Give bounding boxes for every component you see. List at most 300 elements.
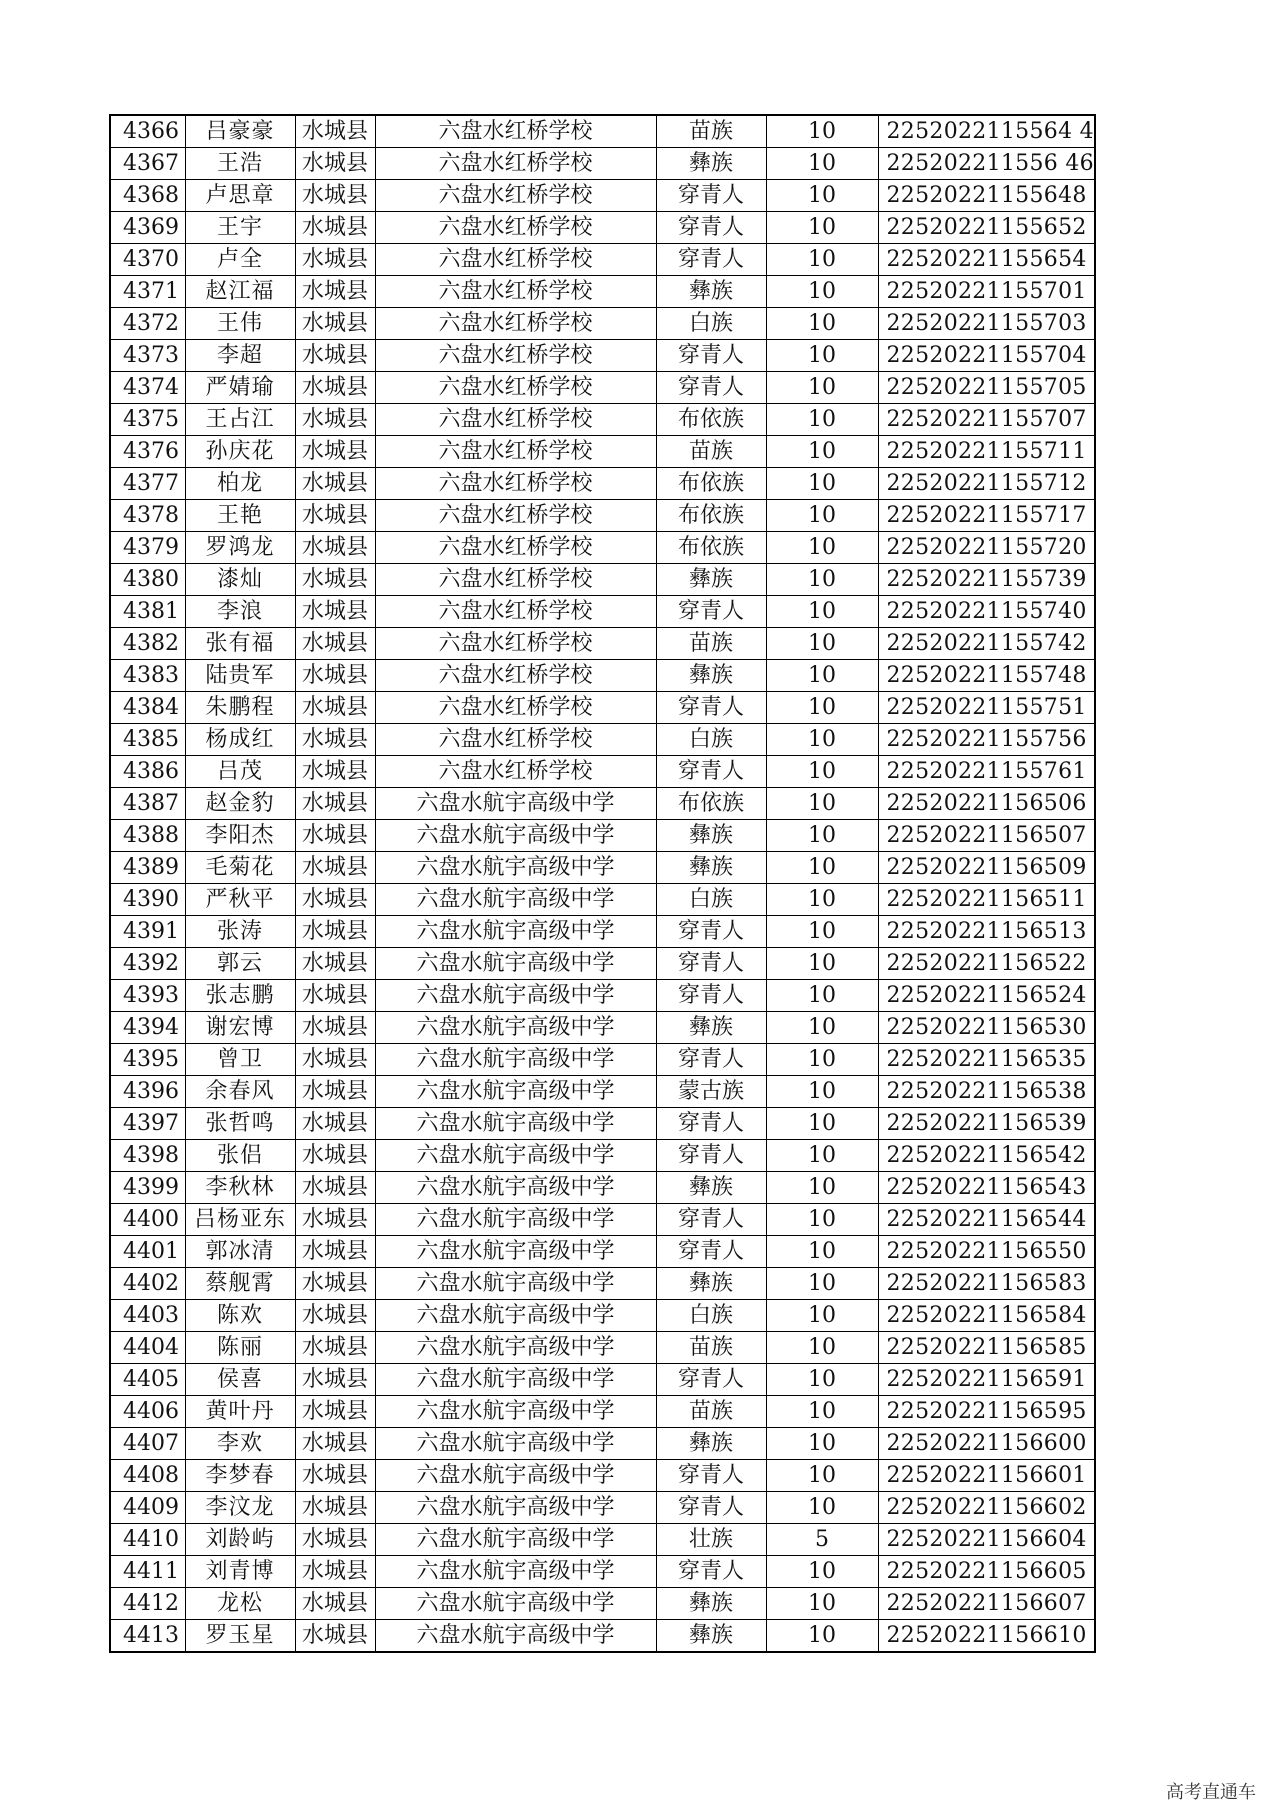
cell-ethnicity: 穿青人 — [656, 596, 766, 628]
cell-seq: 4377 — [110, 468, 185, 500]
cell-ethnicity: 苗族 — [656, 436, 766, 468]
cell-seq: 4372 — [110, 308, 185, 340]
cell-ethnicity: 彝族 — [656, 1268, 766, 1300]
cell-county: 水城县 — [295, 276, 375, 308]
cell-ethnicity: 穿青人 — [656, 244, 766, 276]
cell-id: 22520221155740 — [878, 596, 1095, 628]
cell-name: 陈丽 — [185, 1332, 295, 1364]
cell-id: 2252022115564 4 — [878, 115, 1095, 148]
cell-id: 22520221155717 — [878, 500, 1095, 532]
cell-points: 10 — [766, 1556, 878, 1588]
cell-school: 六盘水航宇高级中学 — [375, 1140, 656, 1172]
cell-id: 22520221156600 — [878, 1428, 1095, 1460]
cell-name: 张侣 — [185, 1140, 295, 1172]
table-row — [110, 628, 1095, 660]
cell-name: 刘龄屿 — [185, 1524, 295, 1556]
cell-points: 10 — [766, 1044, 878, 1076]
cell-name: 李阳杰 — [185, 820, 295, 852]
cell-county: 水城县 — [295, 1076, 375, 1108]
cell-points: 10 — [766, 1428, 878, 1460]
cell-ethnicity: 彝族 — [656, 1428, 766, 1460]
cell-name: 吕豪豪 — [185, 115, 295, 148]
cell-county: 水城县 — [295, 660, 375, 692]
cell-points: 10 — [766, 916, 878, 948]
cell-county: 水城县 — [295, 980, 375, 1012]
cell-id: 22520221155748 — [878, 660, 1095, 692]
table-row — [110, 788, 1095, 820]
cell-school: 六盘水航宇高级中学 — [375, 948, 656, 980]
cell-name: 李超 — [185, 340, 295, 372]
cell-seq: 4381 — [110, 596, 185, 628]
cell-ethnicity: 彝族 — [656, 276, 766, 308]
cell-name: 王占江 — [185, 404, 295, 436]
cell-ethnicity: 穿青人 — [656, 1140, 766, 1172]
cell-school: 六盘水红桥学校 — [375, 468, 656, 500]
cell-points: 10 — [766, 1588, 878, 1620]
cell-id: 22520221156607 — [878, 1588, 1095, 1620]
cell-county: 水城县 — [295, 180, 375, 212]
cell-ethnicity: 穿青人 — [656, 1492, 766, 1524]
table-row — [110, 756, 1095, 788]
cell-seq: 4400 — [110, 1204, 185, 1236]
cell-seq: 4396 — [110, 1076, 185, 1108]
table-row — [110, 692, 1095, 724]
cell-name: 张哲鸣 — [185, 1108, 295, 1140]
cell-school: 六盘水航宇高级中学 — [375, 1492, 656, 1524]
cell-id: 22520221155751 — [878, 692, 1095, 724]
cell-county: 水城县 — [295, 724, 375, 756]
cell-points: 10 — [766, 724, 878, 756]
cell-ethnicity: 白族 — [656, 884, 766, 916]
cell-id: 22520221155652 — [878, 212, 1095, 244]
cell-ethnicity: 壮族 — [656, 1524, 766, 1556]
cell-school: 六盘水航宇高级中学 — [375, 1268, 656, 1300]
cell-seq: 4382 — [110, 628, 185, 660]
table-row — [110, 948, 1095, 980]
cell-county: 水城县 — [295, 1364, 375, 1396]
cell-ethnicity: 穿青人 — [656, 372, 766, 404]
cell-ethnicity: 穿青人 — [656, 1556, 766, 1588]
cell-school: 六盘水航宇高级中学 — [375, 1364, 656, 1396]
table-row — [110, 1236, 1095, 1268]
cell-county: 水城县 — [295, 884, 375, 916]
cell-name: 王浩 — [185, 148, 295, 180]
cell-county: 水城县 — [295, 1172, 375, 1204]
cell-name: 张有福 — [185, 628, 295, 660]
table-row — [110, 1300, 1095, 1332]
cell-county: 水城县 — [295, 1300, 375, 1332]
table-row — [110, 1076, 1095, 1108]
cell-id: 22520221156605 — [878, 1556, 1095, 1588]
cell-name: 张志鹏 — [185, 980, 295, 1012]
cell-name: 余春风 — [185, 1076, 295, 1108]
cell-school: 六盘水红桥学校 — [375, 148, 656, 180]
table-row — [110, 596, 1095, 628]
cell-county: 水城县 — [295, 532, 375, 564]
cell-school: 六盘水航宇高级中学 — [375, 1396, 656, 1428]
cell-school: 六盘水航宇高级中学 — [375, 1428, 656, 1460]
cell-school: 六盘水红桥学校 — [375, 660, 656, 692]
cell-points: 10 — [766, 820, 878, 852]
cell-seq: 4368 — [110, 180, 185, 212]
cell-ethnicity: 穿青人 — [656, 756, 766, 788]
cell-school: 六盘水航宇高级中学 — [375, 1076, 656, 1108]
cell-name: 郭冰清 — [185, 1236, 295, 1268]
cell-points: 10 — [766, 1140, 878, 1172]
cell-name: 严秋平 — [185, 884, 295, 916]
cell-name: 王艳 — [185, 500, 295, 532]
cell-id: 22520221156535 — [878, 1044, 1095, 1076]
cell-points: 10 — [766, 532, 878, 564]
cell-school: 六盘水红桥学校 — [375, 276, 656, 308]
cell-ethnicity: 布依族 — [656, 404, 766, 436]
cell-points: 10 — [766, 500, 878, 532]
cell-seq: 4367 — [110, 148, 185, 180]
cell-county: 水城县 — [295, 436, 375, 468]
cell-points: 10 — [766, 1268, 878, 1300]
table-row — [110, 404, 1095, 436]
cell-school: 六盘水航宇高级中学 — [375, 1524, 656, 1556]
cell-seq: 4390 — [110, 884, 185, 916]
cell-seq: 4397 — [110, 1108, 185, 1140]
cell-school: 六盘水航宇高级中学 — [375, 820, 656, 852]
cell-seq: 4402 — [110, 1268, 185, 1300]
cell-school: 六盘水航宇高级中学 — [375, 1556, 656, 1588]
table-row — [110, 1044, 1095, 1076]
cell-points: 10 — [766, 756, 878, 788]
cell-seq: 4410 — [110, 1524, 185, 1556]
cell-seq: 4405 — [110, 1364, 185, 1396]
cell-name: 赵金豹 — [185, 788, 295, 820]
cell-ethnicity: 白族 — [656, 308, 766, 340]
cell-id: 22520221156544 — [878, 1204, 1095, 1236]
cell-seq: 4386 — [110, 756, 185, 788]
cell-school: 六盘水航宇高级中学 — [375, 1044, 656, 1076]
cell-seq: 4380 — [110, 564, 185, 596]
table-row — [110, 1428, 1095, 1460]
cell-seq: 4375 — [110, 404, 185, 436]
table-row — [110, 916, 1095, 948]
cell-ethnicity: 穿青人 — [656, 980, 766, 1012]
cell-seq: 4401 — [110, 1236, 185, 1268]
cell-points: 10 — [766, 308, 878, 340]
cell-ethnicity: 苗族 — [656, 1332, 766, 1364]
table-row — [110, 1460, 1095, 1492]
table-row — [110, 884, 1095, 916]
cell-id: 22520221155704 — [878, 340, 1095, 372]
cell-points: 10 — [766, 1172, 878, 1204]
cell-ethnicity: 穿青人 — [656, 1204, 766, 1236]
cell-points: 10 — [766, 1396, 878, 1428]
cell-id: 22520221156513 — [878, 916, 1095, 948]
table-row — [110, 340, 1095, 372]
cell-seq: 4369 — [110, 212, 185, 244]
cell-points: 10 — [766, 1012, 878, 1044]
cell-name: 卢全 — [185, 244, 295, 276]
cell-seq: 4379 — [110, 532, 185, 564]
cell-county: 水城县 — [295, 1428, 375, 1460]
cell-county: 水城县 — [295, 1620, 375, 1653]
cell-ethnicity: 白族 — [656, 1300, 766, 1332]
cell-name: 吕杨亚东 — [185, 1204, 295, 1236]
cell-name: 漆灿 — [185, 564, 295, 596]
cell-county: 水城县 — [295, 308, 375, 340]
cell-school: 六盘水航宇高级中学 — [375, 1300, 656, 1332]
score-table — [109, 114, 1096, 1653]
cell-points: 10 — [766, 1364, 878, 1396]
cell-ethnicity: 穿青人 — [656, 1364, 766, 1396]
cell-id: 22520221155720 — [878, 532, 1095, 564]
cell-seq: 4395 — [110, 1044, 185, 1076]
table-row — [110, 372, 1095, 404]
cell-points: 10 — [766, 692, 878, 724]
cell-name: 陆贵军 — [185, 660, 295, 692]
cell-county: 水城县 — [295, 148, 375, 180]
table-row — [110, 564, 1095, 596]
cell-county: 水城县 — [295, 115, 375, 148]
cell-ethnicity: 布依族 — [656, 500, 766, 532]
cell-county: 水城县 — [295, 1492, 375, 1524]
cell-id: 22520221156524 — [878, 980, 1095, 1012]
cell-name: 孙庆花 — [185, 436, 295, 468]
cell-points: 10 — [766, 852, 878, 884]
cell-ethnicity: 彝族 — [656, 564, 766, 596]
cell-ethnicity: 彝族 — [656, 148, 766, 180]
cell-points: 5 — [766, 1524, 878, 1556]
cell-seq: 4391 — [110, 916, 185, 948]
table-row — [110, 180, 1095, 212]
cell-id: 22520221156602 — [878, 1492, 1095, 1524]
cell-points: 10 — [766, 212, 878, 244]
cell-seq: 4393 — [110, 980, 185, 1012]
cell-school: 六盘水红桥学校 — [375, 308, 656, 340]
cell-school: 六盘水航宇高级中学 — [375, 1204, 656, 1236]
cell-name: 杨成红 — [185, 724, 295, 756]
cell-seq: 4412 — [110, 1588, 185, 1620]
cell-county: 水城县 — [295, 1044, 375, 1076]
cell-id: 225202211556 46 — [878, 148, 1095, 180]
cell-points: 10 — [766, 340, 878, 372]
cell-points: 10 — [766, 628, 878, 660]
cell-name: 王宇 — [185, 212, 295, 244]
cell-county: 水城县 — [295, 1396, 375, 1428]
cell-points: 10 — [766, 148, 878, 180]
cell-points: 10 — [766, 1236, 878, 1268]
table-row — [110, 1492, 1095, 1524]
cell-ethnicity: 白族 — [656, 724, 766, 756]
cell-county: 水城县 — [295, 500, 375, 532]
cell-seq: 4411 — [110, 1556, 185, 1588]
cell-id: 22520221156610 — [878, 1620, 1095, 1653]
cell-ethnicity: 穿青人 — [656, 1460, 766, 1492]
cell-id: 22520221156539 — [878, 1108, 1095, 1140]
cell-ethnicity: 穿青人 — [656, 340, 766, 372]
cell-county: 水城县 — [295, 1588, 375, 1620]
table-row — [110, 1588, 1095, 1620]
cell-seq: 4399 — [110, 1172, 185, 1204]
cell-id: 22520221156591 — [878, 1364, 1095, 1396]
cell-id: 22520221155705 — [878, 372, 1095, 404]
cell-school: 六盘水航宇高级中学 — [375, 980, 656, 1012]
cell-name: 李欢 — [185, 1428, 295, 1460]
cell-school: 六盘水红桥学校 — [375, 724, 656, 756]
cell-name: 王伟 — [185, 308, 295, 340]
cell-seq: 4407 — [110, 1428, 185, 1460]
cell-id: 22520221156530 — [878, 1012, 1095, 1044]
cell-ethnicity: 穿青人 — [656, 1044, 766, 1076]
table-row — [110, 1268, 1095, 1300]
cell-name: 卢思章 — [185, 180, 295, 212]
cell-name: 龙松 — [185, 1588, 295, 1620]
cell-points: 10 — [766, 1492, 878, 1524]
cell-points: 10 — [766, 1108, 878, 1140]
cell-ethnicity: 彝族 — [656, 1012, 766, 1044]
table-row — [110, 820, 1095, 852]
cell-ethnicity: 蒙古族 — [656, 1076, 766, 1108]
cell-seq: 4370 — [110, 244, 185, 276]
table-row — [110, 1620, 1095, 1653]
cell-school: 六盘水航宇高级中学 — [375, 884, 656, 916]
cell-points: 10 — [766, 788, 878, 820]
cell-id: 22520221156538 — [878, 1076, 1095, 1108]
cell-county: 水城县 — [295, 1524, 375, 1556]
cell-id: 22520221155703 — [878, 308, 1095, 340]
cell-name: 刘青博 — [185, 1556, 295, 1588]
cell-county: 水城县 — [295, 212, 375, 244]
table-row — [110, 1172, 1095, 1204]
cell-school: 六盘水红桥学校 — [375, 564, 656, 596]
cell-school: 六盘水航宇高级中学 — [375, 1012, 656, 1044]
cell-id: 22520221155654 — [878, 244, 1095, 276]
cell-id: 22520221156509 — [878, 852, 1095, 884]
cell-ethnicity: 苗族 — [656, 1396, 766, 1428]
cell-points: 10 — [766, 660, 878, 692]
cell-county: 水城县 — [295, 916, 375, 948]
cell-seq: 4383 — [110, 660, 185, 692]
cell-id: 22520221155707 — [878, 404, 1095, 436]
cell-school: 六盘水航宇高级中学 — [375, 788, 656, 820]
table-body — [110, 115, 1095, 1652]
cell-name: 谢宏博 — [185, 1012, 295, 1044]
cell-points: 10 — [766, 276, 878, 308]
cell-id: 22520221156595 — [878, 1396, 1095, 1428]
cell-county: 水城县 — [295, 1236, 375, 1268]
table-row — [110, 532, 1095, 564]
cell-county: 水城县 — [295, 1556, 375, 1588]
cell-id: 22520221156601 — [878, 1460, 1095, 1492]
cell-name: 严婧瑜 — [185, 372, 295, 404]
table-row — [110, 1556, 1095, 1588]
cell-id: 22520221155739 — [878, 564, 1095, 596]
cell-name: 赵江福 — [185, 276, 295, 308]
cell-points: 10 — [766, 244, 878, 276]
cell-points: 10 — [766, 436, 878, 468]
cell-school: 六盘水红桥学校 — [375, 115, 656, 148]
cell-id: 22520221155648 — [878, 180, 1095, 212]
cell-county: 水城县 — [295, 244, 375, 276]
cell-name: 李浪 — [185, 596, 295, 628]
cell-id: 22520221156604 — [878, 1524, 1095, 1556]
cell-seq: 4378 — [110, 500, 185, 532]
cell-seq: 4409 — [110, 1492, 185, 1524]
cell-name: 毛菊花 — [185, 852, 295, 884]
cell-school: 六盘水航宇高级中学 — [375, 1460, 656, 1492]
cell-ethnicity: 彝族 — [656, 1620, 766, 1653]
cell-county: 水城县 — [295, 1268, 375, 1300]
cell-county: 水城县 — [295, 756, 375, 788]
cell-name: 吕茂 — [185, 756, 295, 788]
cell-points: 10 — [766, 596, 878, 628]
table-row — [110, 276, 1095, 308]
cell-points: 10 — [766, 564, 878, 596]
table-row — [110, 1204, 1095, 1236]
table-row — [110, 1332, 1095, 1364]
table-row — [110, 1396, 1095, 1428]
cell-points: 10 — [766, 1204, 878, 1236]
cell-ethnicity: 穿青人 — [656, 1108, 766, 1140]
cell-seq: 4404 — [110, 1332, 185, 1364]
cell-seq: 4373 — [110, 340, 185, 372]
cell-school: 六盘水航宇高级中学 — [375, 1236, 656, 1268]
table-row — [110, 724, 1095, 756]
cell-points: 10 — [766, 948, 878, 980]
cell-seq: 4389 — [110, 852, 185, 884]
cell-name: 陈欢 — [185, 1300, 295, 1332]
watermark: 高考直通车 — [1166, 1782, 1256, 1803]
cell-school: 六盘水红桥学校 — [375, 436, 656, 468]
cell-county: 水城县 — [295, 404, 375, 436]
cell-school: 六盘水红桥学校 — [375, 500, 656, 532]
cell-ethnicity: 苗族 — [656, 628, 766, 660]
cell-county: 水城县 — [295, 948, 375, 980]
cell-seq: 4387 — [110, 788, 185, 820]
cell-county: 水城县 — [295, 372, 375, 404]
cell-ethnicity: 布依族 — [656, 468, 766, 500]
cell-id: 22520221155742 — [878, 628, 1095, 660]
cell-name: 张涛 — [185, 916, 295, 948]
cell-county: 水城县 — [295, 820, 375, 852]
cell-ethnicity: 布依族 — [656, 532, 766, 564]
cell-name: 郭云 — [185, 948, 295, 980]
cell-school: 六盘水航宇高级中学 — [375, 916, 656, 948]
cell-points: 10 — [766, 1620, 878, 1653]
table-row — [110, 308, 1095, 340]
cell-school: 六盘水红桥学校 — [375, 596, 656, 628]
cell-seq: 4384 — [110, 692, 185, 724]
cell-ethnicity: 穿青人 — [656, 180, 766, 212]
cell-ethnicity: 穿青人 — [656, 1236, 766, 1268]
cell-school: 六盘水红桥学校 — [375, 692, 656, 724]
cell-county: 水城县 — [295, 852, 375, 884]
cell-points: 10 — [766, 1460, 878, 1492]
cell-points: 10 — [766, 1332, 878, 1364]
cell-school: 六盘水红桥学校 — [375, 180, 656, 212]
table-row — [110, 468, 1095, 500]
cell-id: 22520221155756 — [878, 724, 1095, 756]
cell-seq: 4366 — [110, 115, 185, 148]
cell-seq: 4413 — [110, 1620, 185, 1653]
cell-id: 22520221155711 — [878, 436, 1095, 468]
cell-school: 六盘水航宇高级中学 — [375, 1332, 656, 1364]
cell-ethnicity: 穿青人 — [656, 212, 766, 244]
cell-points: 10 — [766, 884, 878, 916]
cell-school: 六盘水红桥学校 — [375, 340, 656, 372]
cell-county: 水城县 — [295, 1204, 375, 1236]
table-row — [110, 980, 1095, 1012]
cell-school: 六盘水航宇高级中学 — [375, 1172, 656, 1204]
cell-points: 10 — [766, 115, 878, 148]
cell-points: 10 — [766, 1300, 878, 1332]
